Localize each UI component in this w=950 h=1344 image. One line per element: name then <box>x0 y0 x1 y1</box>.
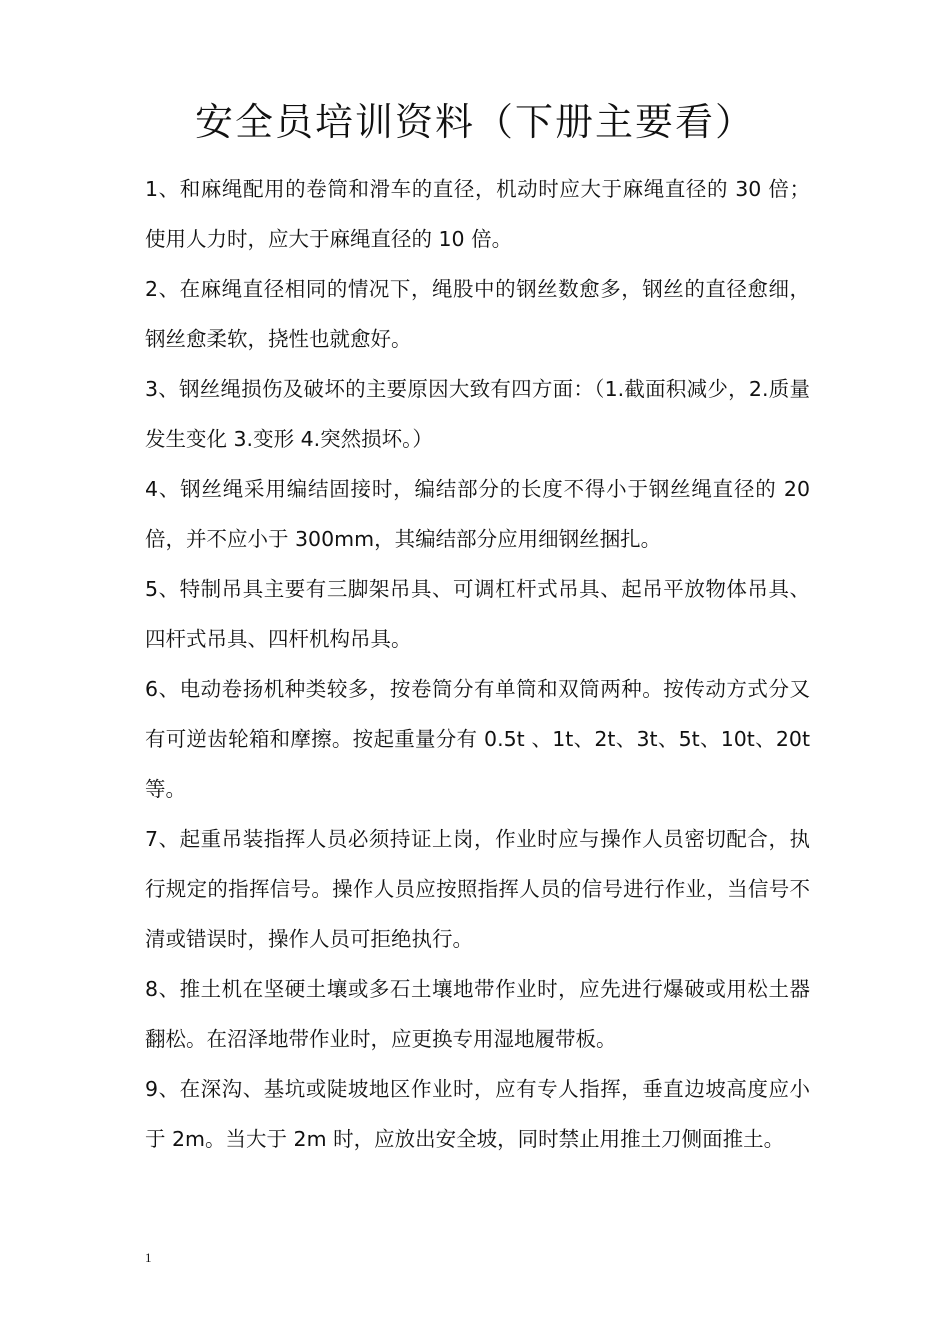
paragraph-9: 9、在深沟、基坑或陡坡地区作业时，应有专人指挥，垂直边坡高度应小于 2m。当大于 2m 时，应放出安全坡，同时禁止用推土刀侧面推土。 <box>145 1077 810 1151</box>
paragraph-7: 7、起重吊装指挥人员必须持证上岗，作业时应与操作人员密切配合，执行规定的指挥信号。操作人员应按照指挥人员的信号进行作业，当信号不清或错误时，操作人员可拒绝执行。 <box>145 827 810 951</box>
document-title: 安全员培训资料（下册主要看） <box>194 100 755 144</box>
paragraph-1: 1、和麻绳配用的卷筒和滑车的直径，机动时应大于麻绳直径的 30 倍；使用人力时，应大于麻绳直径的 10 倍。 <box>145 177 810 251</box>
paragraph-5: 5、特制吊具主要有三脚架吊具、可调杠杆式吊具、起吊平放物体吊具、四杆式吊具、四杆机构吊具。 <box>145 577 810 651</box>
paragraph-3: 3、钢丝绳损伤及破坏的主要原因大致有四方面：（1.截面积减少，2.质量发生变化 3.变形 4.突然损坏。） <box>145 377 810 451</box>
paragraph-8: 8、推土机在坚硬土壤或多石土壤地带作业时，应先进行爆破或用松土器翻松。在沼泽地带作业时，应更换专用湿地履带板。 <box>145 977 810 1051</box>
paragraph-6: 6、电动卷扬机种类较多，按卷筒分有单筒和双筒两种。按传动方式分又有可逆齿轮箱和摩擦。按起重量分有 0.5t 、1t、2t、3t、5t、10t、20t 等。 <box>145 677 810 801</box>
paragraph-2: 2、在麻绳直径相同的情况下，绳股中的钢丝数愈多，钢丝的直径愈细，钢丝愈柔软，挠性也就愈好。 <box>145 277 810 351</box>
document-body <box>145 164 810 1164</box>
page-number: 1 <box>145 1250 152 1265</box>
paragraph-4: 4、钢丝绳采用编结固接时，编结部分的长度不得小于钢丝绳直径的 20 倍，并不应小于 300mm，其编结部分应用细钢丝捆扎。 <box>145 477 810 551</box>
